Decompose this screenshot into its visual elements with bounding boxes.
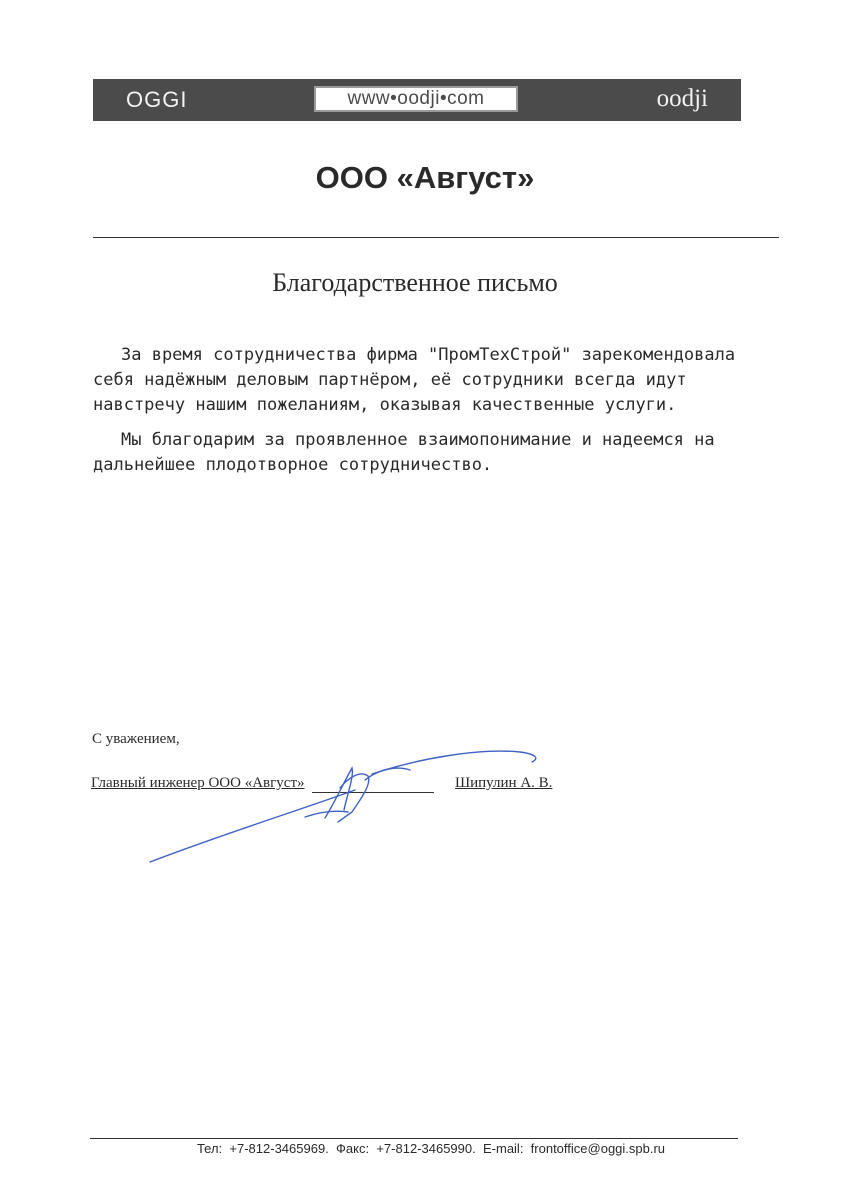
website-url: www•oodji•com xyxy=(314,86,518,112)
handwritten-signature xyxy=(140,740,560,870)
fax-number: +7-812-3465990. xyxy=(376,1141,476,1156)
footer-divider xyxy=(90,1138,738,1139)
email-label: E-mail: xyxy=(482,1141,524,1156)
email-address: frontoffice@oggi.spb.ru xyxy=(530,1141,666,1156)
header-divider xyxy=(93,237,779,238)
phone-number: +7-812-3465969. xyxy=(229,1141,329,1156)
footer-contacts xyxy=(0,1141,850,1156)
body-paragraph-1: За время сотрудничества фирма "ПромТехСтрой" зарекомендовала себя надёжным деловым партнёром, её сотрудники всегда идут навстречу нашим пожеланиям, оказывая качественные услуги. xyxy=(93,345,736,415)
letter-body xyxy=(93,343,763,488)
signer-name: Шипулин А. В. xyxy=(455,775,553,791)
company-name: ООО «Август» xyxy=(315,160,535,195)
fax-label: Факс: xyxy=(336,1141,370,1156)
oggi-logo: OGGI xyxy=(126,87,188,112)
phone-label: Тел: xyxy=(196,1141,223,1156)
signer-position: Главный инженер ООО «Август» xyxy=(91,775,305,791)
oodji-logo: oodji xyxy=(656,85,708,112)
header-banner xyxy=(93,79,741,121)
closing-regards: С уважением, xyxy=(92,731,180,747)
letter-title: Благодарственное письмо xyxy=(272,268,558,297)
body-paragraph-2: Мы благодарим за проявленное взаимопонимание и надеемся на дальнейшее плодотворное сотрудничество. xyxy=(93,430,715,475)
